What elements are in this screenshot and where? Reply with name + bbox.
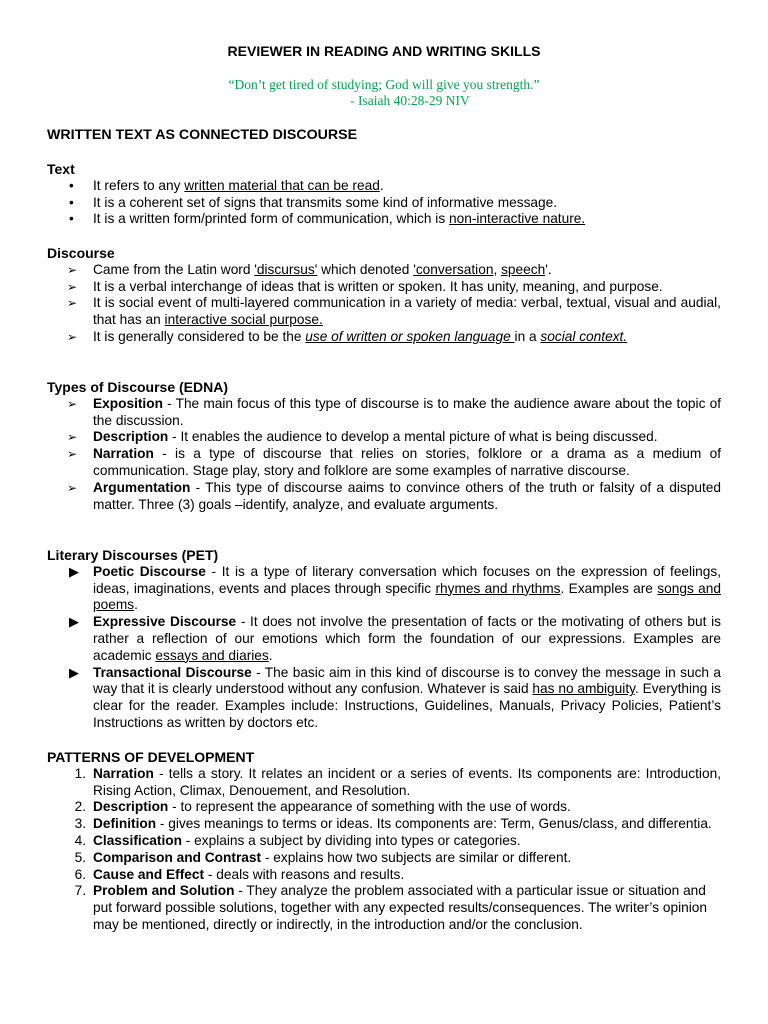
patterns-list [47,766,721,934]
bullet-icon: • [69,194,74,210]
list-item: 2. Description - to represent the appearance of something with the use of words. [74,799,571,815]
discourse-section [47,245,721,346]
arrow-bullet-icon: ➢ [67,480,78,495]
list-item: ▶ Transactional Discourse - The basic aim in this kind of discourse is to convey the message in such a way that it is clearly understood without any confusion. Whatever is said has no ambiguity. Everything is clear for the reader. Examples include: Instructions, Guidelines, Manuals, Privacy Policies, Patient’s Instructions as written by doctors etc. [69,664,722,730]
bible-quote [0,77,768,109]
arrow-bullet-icon: ➢ [67,430,78,445]
document-title: REVIEWER IN READING AND WRITING SKILLS [227,43,541,59]
list-item: 7. Problem and Solution - They analyze the problem associated with a particular issue or situation and put forward possible solutions, together with any expected results/consequences. The writer’s opinion may be mentioned, directly or indirectly, in the introduction and/or the conclusion. [74,883,708,932]
section-heading-literary: Literary Discourses (PET) [47,547,219,563]
list-item: ➢ Came from the Latin word 'discursus' which denoted 'conversation, speech'. [67,261,552,277]
list-item: ➢ Narration - is a type of discourse that relies on stories, folklore or a drama as a medium of communication. Stage play, story and folklore are some examples of narrative discourse. [67,446,721,478]
section-heading-discourse: Discourse [47,245,115,261]
list-item: ▶ Poetic Discourse - It is a type of literary conversation which focuses on the expression of feelings, ideas, imaginations, events and places through specific rhymes and rhythms. Examples are songs and poems. [69,563,721,613]
list-item: 3. Definition - gives meanings to terms or ideas. Its components are: Term, Genus/class, and differentia. [74,816,712,832]
quote-reference: - Isaiah 40:28-29 NIV [350,93,470,108]
literary-section [47,547,721,732]
list-item: ➢ It is social event of multi-layered communication in a variety of media: verbal, textual, visual and audial, that has an interactive social purpose. [67,295,721,328]
types-section [47,379,721,513]
main-heading: WRITTEN TEXT AS CONNECTED DISCOURSE [47,127,358,143]
arrow-bullet-icon: ➢ [67,329,78,344]
list-item: • It refers to any written material that can be read. [69,177,384,193]
list-item: ➢ It is a verbal interchange of ideas that is written or spoken. It has unity, meaning, and purpose. [67,278,663,294]
list-item: ➢ Exposition - The main focus of this type of discourse is to make the audience aware about the topic of the discussion. [67,395,721,428]
list-item: ➢ Description - It enables the audience to develop a mental picture of what is being discussed. [67,429,658,445]
text-list [47,178,721,228]
triangle-bullet-icon: ▶ [69,664,79,680]
section-heading-types: Types of Discourse (EDNA) [47,379,228,395]
triangle-bullet-icon: ▶ [69,614,79,630]
list-item: 4. Classification - explains a subject by dividing into types or categories. [74,832,521,848]
arrow-bullet-icon: ➢ [67,262,78,277]
arrow-bullet-icon: ➢ [67,447,78,462]
section-heading-patterns: PATTERNS OF DEVELOPMENT [47,749,255,765]
text-section [47,161,721,228]
patterns-section [47,749,721,934]
list-item: ➢ It is generally considered to be the use of written or spoken language in a social context. [67,328,628,344]
list-item: 1. Narration - tells a story. It relates an incident or a series of events. Its components are: Introduction, Rising Action, Climax, Denouement, and Resolution. [74,765,721,798]
arrow-bullet-icon: ➢ [67,396,78,411]
arrow-bullet-icon: ➢ [67,296,78,311]
list-item: • It is a coherent set of signs that transmits some kind of informative message. [69,194,558,210]
types-list [47,396,721,514]
arrow-bullet-icon: ➢ [67,279,78,294]
literary-list [47,564,721,732]
section-heading-text: Text [47,161,75,177]
bullet-icon: • [69,177,74,193]
list-item: 6. Cause and Effect - deals with reasons and results. [74,866,405,882]
bullet-icon: • [69,211,74,227]
list-item: 5. Comparison and Contrast - explains how two subjects are similar or different. [74,849,572,865]
list-item: ➢ Argumentation - This type of discourse aaims to convince others of the truth or falsity of a disputed matter. Three (3) goals –identify, analyze, and evaluate arguments. [67,479,721,512]
list-item: ▶ Expressive Discourse - It does not involve the presentation of facts or the motivating of others but is rather a reflection of our emotions which form the foundation of our expressions. Examples are academic essays and diaries. [69,614,721,663]
quote-text: “Don’t get tired of studying; God will give you strength.” [228,77,540,92]
discourse-list [47,262,721,346]
triangle-bullet-icon: ▶ [69,563,79,579]
list-item: • It is a written form/printed form of communication, which is non-interactive nature. [69,211,586,227]
